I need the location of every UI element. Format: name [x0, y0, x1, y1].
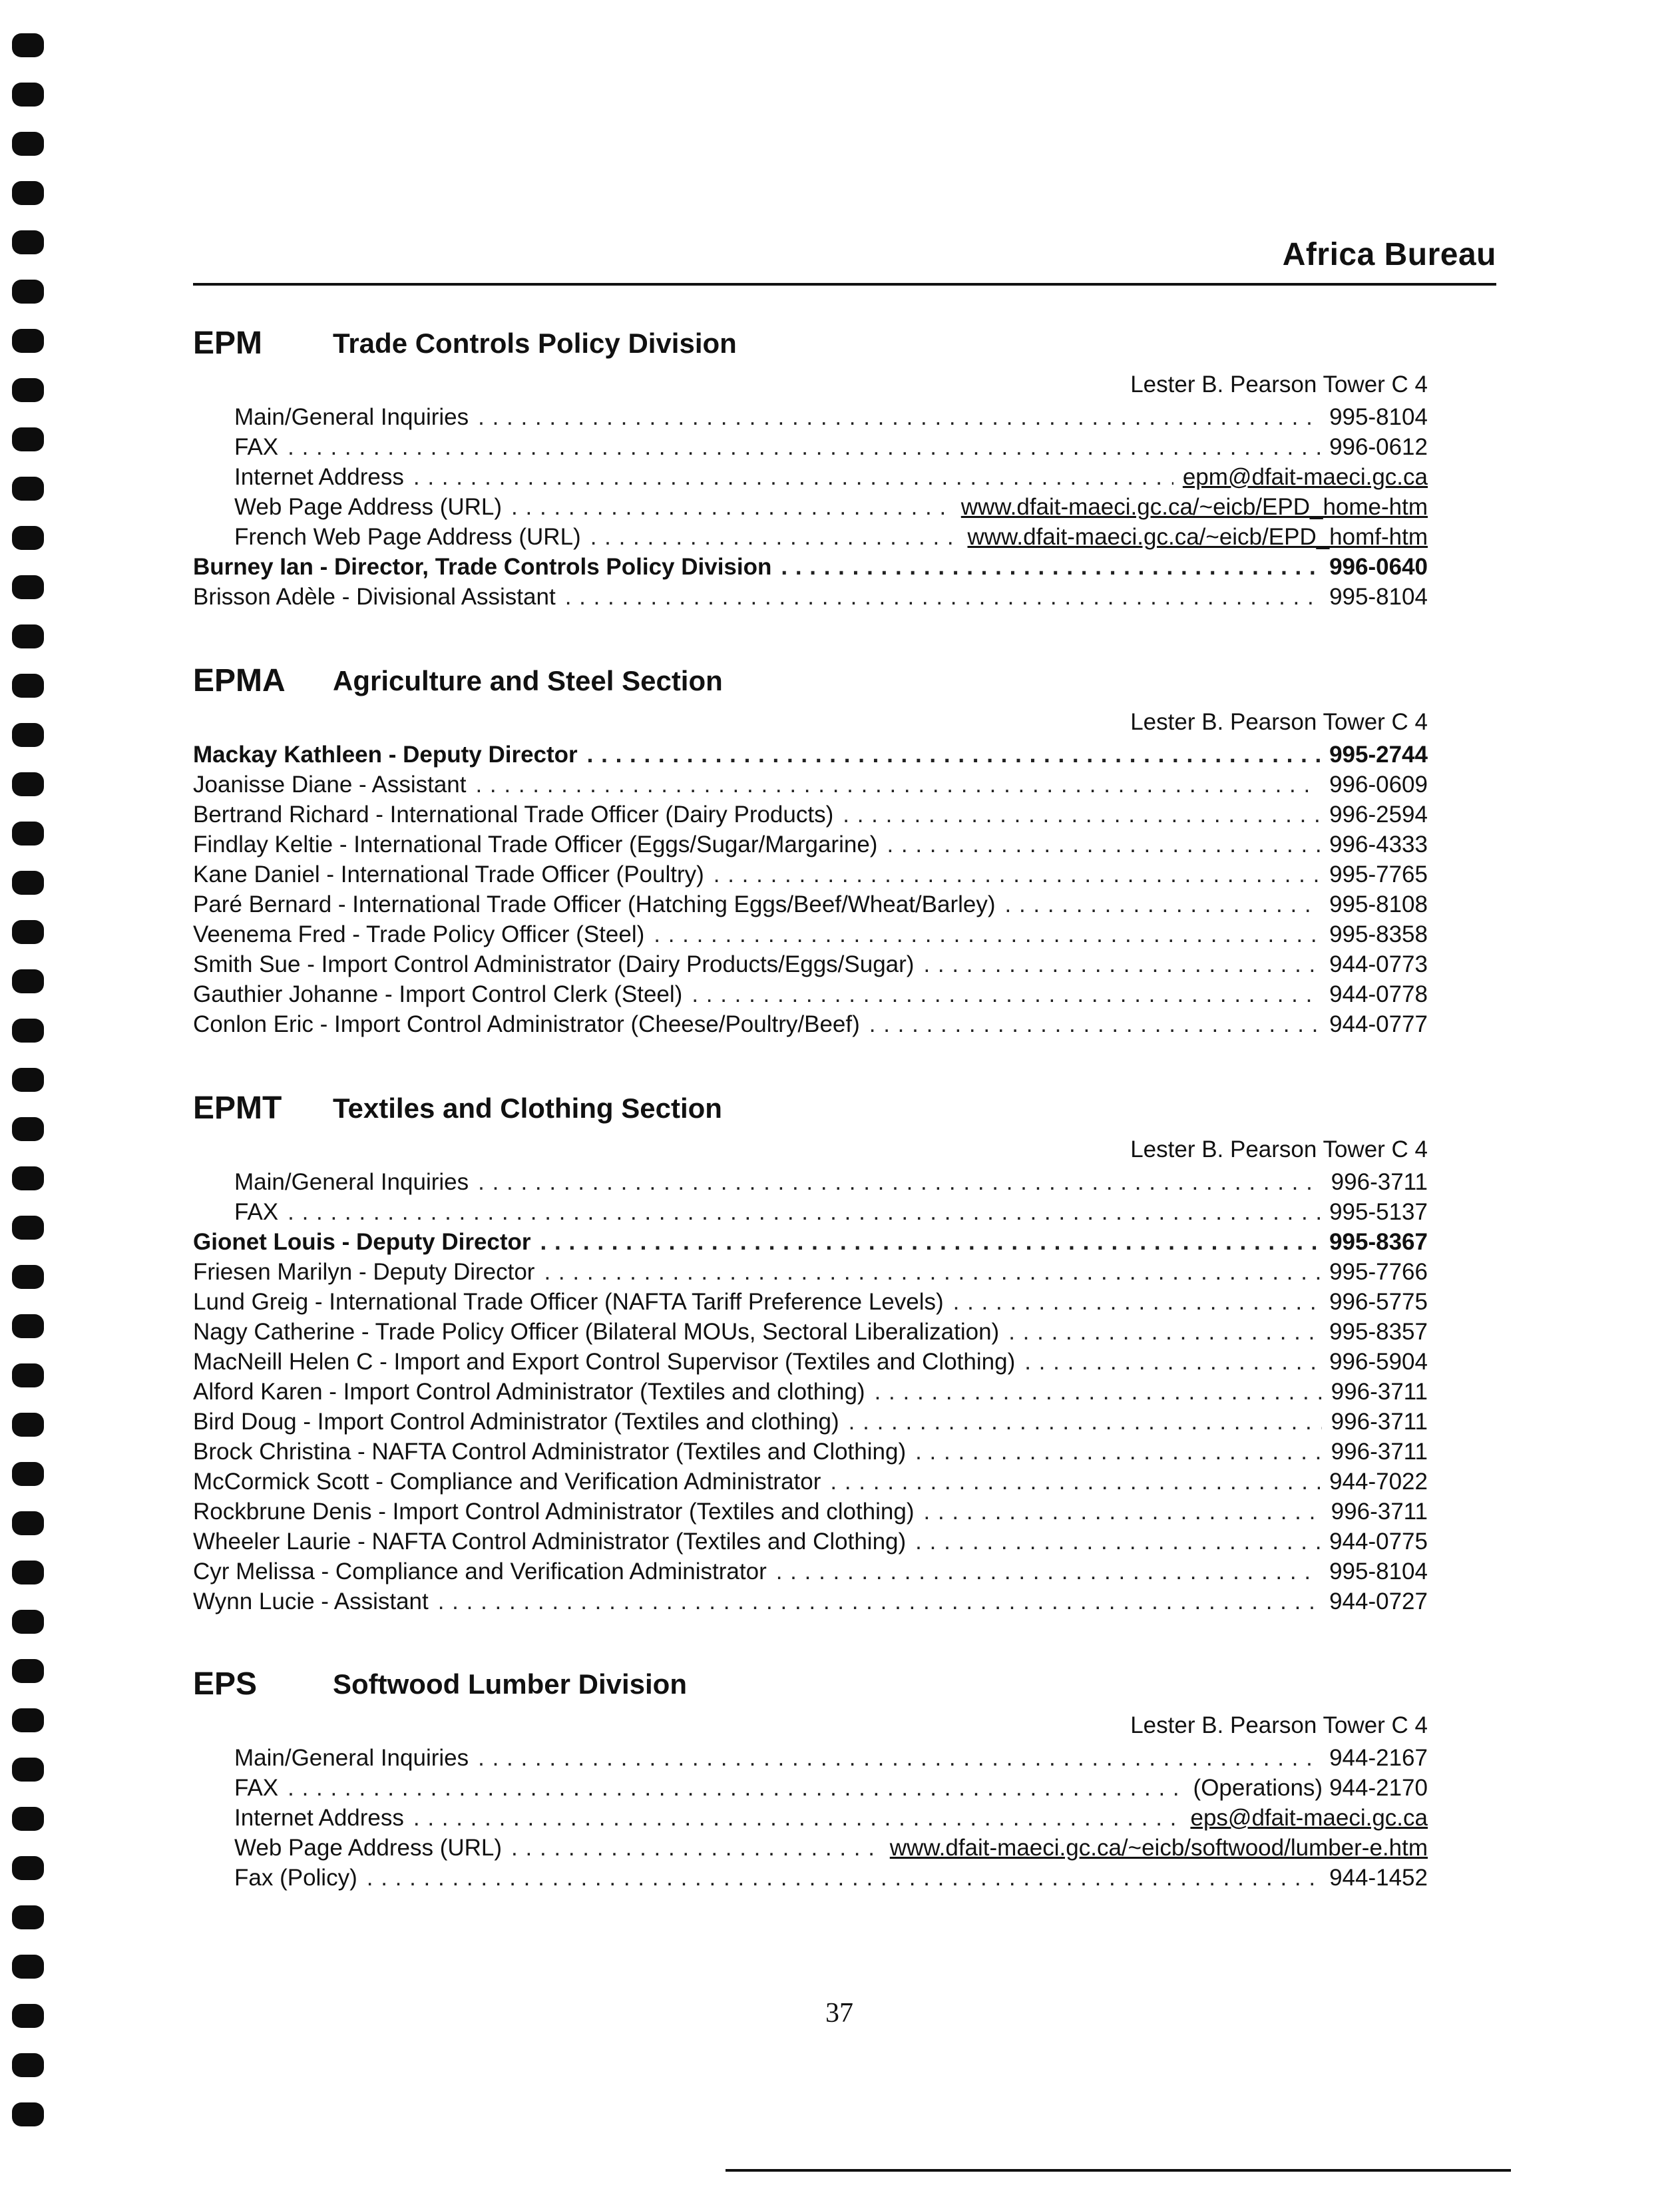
dot-leader [478, 1743, 1320, 1773]
dot-leader [511, 1833, 881, 1863]
section-code: EPMA [193, 663, 286, 698]
directory-entry [193, 1586, 1451, 1616]
directory-entry [193, 492, 1451, 522]
entry-phone: 944-2167 [1329, 1745, 1428, 1771]
entry-note: (Operations) [1193, 1775, 1323, 1801]
entry-name: Web Page Address (URL) [234, 1835, 503, 1861]
directory-entry [193, 1527, 1451, 1557]
binding-hole [12, 575, 44, 599]
dot-leader [288, 1773, 1183, 1803]
binding-hole [12, 1758, 44, 1782]
dot-leader [413, 462, 1173, 492]
entry-phone: 944-0727 [1329, 1588, 1428, 1614]
section-heading [193, 325, 1451, 371]
dot-leader [875, 1377, 1322, 1407]
entry-name: Main/General Inquiries [234, 404, 469, 430]
section-location: Lester B. Pearson Tower C 4 [1130, 709, 1428, 735]
section-name: Textiles and Clothing Section [333, 1093, 722, 1124]
entry-phone: 995-8367 [1329, 1229, 1428, 1255]
dot-leader [776, 1557, 1320, 1586]
directory-entry [193, 1167, 1451, 1197]
entry-name: Kane Daniel - International Trade Officer (Poultry) [193, 861, 704, 887]
binding-hole [12, 871, 44, 895]
page-header-title: Africa Bureau [1282, 237, 1496, 272]
binding-hole [12, 1216, 44, 1240]
entry-name: Internet Address [234, 1805, 404, 1831]
entry-name: Joanisse Diane - Assistant [193, 772, 467, 798]
binding-hole [12, 2102, 44, 2126]
directory-entry [193, 1743, 1451, 1773]
entry-name: Alford Karen - Import Control Administrator (Textiles and clothing) [193, 1379, 865, 1405]
entry-link[interactable]: www.dfait-maeci.gc.ca/~eicb/softwood/lumber-e.htm [889, 1835, 1428, 1861]
binding-hole [12, 1068, 44, 1092]
entry-phone: 995-8104 [1329, 1559, 1428, 1584]
entry-name: Rockbrune Denis - Import Control Administrator (Textiles and clothing) [193, 1499, 915, 1525]
entry-phone: 944-0773 [1329, 951, 1428, 977]
directory-entry [193, 1803, 1451, 1833]
binding-hole [12, 969, 44, 993]
entry-link[interactable]: eps@dfait-maeci.gc.ca [1190, 1805, 1428, 1831]
entry-phone: 996-3711 [1331, 1439, 1428, 1465]
binding-hole [12, 329, 44, 353]
section-heading [193, 1666, 1451, 1712]
binding-hole [12, 83, 44, 107]
directory-entry [193, 1863, 1451, 1893]
section-code: EPMT [193, 1091, 282, 1126]
directory-entry [193, 1467, 1451, 1497]
entry-name: Paré Bernard - International Trade Officer (Hatching Eggs/Beef/Wheat/Barley) [193, 891, 996, 917]
section-location: Lester B. Pearson Tower C 4 [1130, 1712, 1428, 1738]
directory-entry [193, 889, 1451, 919]
dot-leader [714, 859, 1320, 889]
entry-phone: 944-0778 [1329, 981, 1428, 1007]
entry-name: Mackay Kathleen - Deputy Director [193, 742, 578, 768]
entry-phone: 996-3711 [1331, 1379, 1428, 1405]
entry-phone: 995-8108 [1329, 891, 1428, 917]
dot-leader [511, 492, 952, 522]
entry-name: Gauthier Johanne - Import Control Clerk (Steel) [193, 981, 683, 1007]
entry-phone: 996-3711 [1331, 1409, 1428, 1435]
binding-hole [12, 1708, 44, 1732]
dot-leader [953, 1287, 1320, 1317]
directory-entry [193, 1833, 1451, 1863]
entry-link[interactable]: www.dfait-maeci.gc.ca/~eicb/EPD_homf-htm [967, 524, 1428, 550]
dot-leader [924, 1497, 1322, 1527]
dot-leader [478, 1167, 1322, 1197]
bottom-rule [726, 2169, 1511, 2172]
directory-entry [193, 740, 1451, 770]
binding-hole [12, 526, 44, 550]
dot-leader [544, 1257, 1320, 1287]
dot-leader [869, 1009, 1320, 1039]
entry-name: FAX [234, 434, 279, 460]
entry-name: Friesen Marilyn - Deputy Director [193, 1259, 535, 1285]
entry-name: Fax (Policy) [234, 1865, 357, 1891]
entry-name: Main/General Inquiries [234, 1169, 469, 1195]
dot-leader [1005, 889, 1321, 919]
binding-hole [12, 2053, 44, 2077]
dot-leader [438, 1586, 1320, 1616]
binding-hole [12, 427, 44, 451]
section-epma [193, 662, 1451, 1039]
entry-phone: 996-5904 [1329, 1349, 1428, 1375]
dot-leader [887, 830, 1320, 859]
binding-hole [12, 1561, 44, 1584]
entry-name: FAX [234, 1775, 279, 1801]
directory-entry [193, 979, 1451, 1009]
binding-hole [12, 2004, 44, 2028]
section-name: Softwood Lumber Division [333, 1668, 687, 1700]
binding-hole [12, 772, 44, 796]
entry-phone: 995-8104 [1329, 404, 1428, 430]
dot-leader [413, 1803, 1181, 1833]
directory-entry [193, 1009, 1451, 1039]
entry-name: FAX [234, 1199, 279, 1225]
binding-hole [12, 1314, 44, 1338]
binding-hole [12, 1265, 44, 1289]
entry-phone: 995-2744 [1329, 742, 1428, 768]
binding-hole [12, 280, 44, 304]
dot-leader [923, 949, 1320, 979]
dot-leader [565, 582, 1320, 612]
dot-leader [587, 740, 1320, 770]
entry-name: MacNeill Helen C - Import and Export Control Supervisor (Textiles and Clothing) [193, 1349, 1016, 1375]
dot-leader [288, 1197, 1320, 1227]
entry-name: Bird Doug - Import Control Administrator (Textiles and clothing) [193, 1409, 839, 1435]
binding-hole [12, 1659, 44, 1683]
entry-name: Internet Address [234, 464, 404, 490]
directory-entry [193, 1257, 1451, 1287]
binding-hole [12, 1856, 44, 1880]
dot-leader [849, 1407, 1322, 1437]
entry-phone: 995-5137 [1329, 1199, 1428, 1225]
binding-hole [12, 230, 44, 254]
binding-hole [12, 477, 44, 501]
entry-phone: 996-5775 [1329, 1289, 1428, 1315]
directory-entry [193, 432, 1451, 462]
entry-phone: 996-2594 [1329, 802, 1428, 828]
binding-holes [12, 33, 45, 2150]
entry-phone: 944-1452 [1329, 1865, 1428, 1891]
dot-leader [288, 432, 1320, 462]
binding-hole [12, 1807, 44, 1831]
directory-entry [193, 1227, 1451, 1257]
entry-name: Veenema Fred - Trade Policy Officer (Steel) [193, 921, 645, 947]
entry-name: Lund Greig - International Trade Officer (NAFTA Tariff Preference Levels) [193, 1289, 944, 1315]
entry-phone: 995-8104 [1329, 584, 1428, 610]
entry-link[interactable]: epm@dfait-maeci.gc.ca [1182, 464, 1428, 490]
entry-phone: 995-8357 [1329, 1319, 1428, 1345]
entry-name: Cyr Melissa - Compliance and Verification Administrator [193, 1559, 767, 1584]
header-rule [193, 283, 1496, 286]
entry-name: Burney Ian - Director, Trade Controls Policy Division [193, 554, 772, 580]
binding-hole [12, 1462, 44, 1486]
section-epmt [193, 1090, 1451, 1616]
entry-phone: 996-3711 [1331, 1169, 1428, 1195]
dot-leader [781, 552, 1320, 582]
binding-hole [12, 1905, 44, 1929]
section-eps [193, 1666, 1451, 1893]
binding-hole [12, 132, 44, 156]
entry-phone: 996-3711 [1331, 1499, 1428, 1525]
dot-leader [654, 919, 1320, 949]
directory-entry [193, 582, 1451, 612]
directory-entry [193, 1407, 1451, 1437]
directory-entry [193, 1317, 1451, 1347]
dot-leader [367, 1863, 1320, 1893]
entry-name: Conlon Eric - Import Control Administrator (Cheese/Poultry/Beef) [193, 1011, 860, 1037]
directory-entry [193, 1197, 1451, 1227]
binding-hole [12, 1955, 44, 1979]
directory-entry [193, 462, 1451, 492]
entry-link[interactable]: www.dfait-maeci.gc.ca/~eicb/EPD_home-htm [960, 494, 1428, 520]
section-name: Agriculture and Steel Section [333, 665, 723, 696]
entry-list [193, 1743, 1451, 1893]
entry-phone: 996-4333 [1329, 832, 1428, 857]
entry-phone: 995-7766 [1329, 1259, 1428, 1285]
dot-leader [540, 1227, 1321, 1257]
page-number: 37 [825, 1998, 853, 2029]
section-epm [193, 325, 1451, 612]
entry-list [193, 740, 1451, 1039]
dot-leader [478, 402, 1320, 432]
directory-entry [193, 1557, 1451, 1586]
binding-hole [12, 1413, 44, 1437]
entry-name: McCormick Scott - Compliance and Verification Administrator [193, 1469, 821, 1495]
binding-hole [12, 723, 44, 747]
binding-hole [12, 378, 44, 402]
entry-name: Bertrand Richard - International Trade Officer (Dairy Products) [193, 802, 834, 828]
entry-phone: 996-0609 [1329, 772, 1428, 798]
dot-leader [1008, 1317, 1320, 1347]
directory-entry [193, 1347, 1451, 1377]
dot-leader [692, 979, 1320, 1009]
entry-name: Findlay Keltie - International Trade Officer (Eggs/Sugar/Margarine) [193, 832, 878, 857]
binding-hole [12, 1363, 44, 1387]
section-code: EPS [193, 1666, 258, 1702]
entry-phone: 944-0775 [1329, 1529, 1428, 1555]
directory-entry [193, 1287, 1451, 1317]
binding-hole [12, 624, 44, 648]
entry-name: Wynn Lucie - Assistant [193, 1588, 429, 1614]
directory-entry [193, 800, 1451, 830]
entry-name: French Web Page Address (URL) [234, 524, 581, 550]
binding-hole [12, 674, 44, 698]
entry-name: Nagy Catherine - Trade Policy Officer (Bilateral MOUs, Sectoral Liberalization) [193, 1319, 1000, 1345]
dot-leader [475, 770, 1320, 800]
binding-hole [12, 181, 44, 205]
directory-entry [193, 919, 1451, 949]
directory-entry [193, 949, 1451, 979]
directory-entry [193, 859, 1451, 889]
binding-hole [12, 33, 44, 57]
directory-entry [193, 830, 1451, 859]
entry-name: Brock Christina - NAFTA Control Administrator (Textiles and Clothing) [193, 1439, 907, 1465]
entry-name: Gionet Louis - Deputy Director [193, 1229, 531, 1255]
entry-name: Wheeler Laurie - NAFTA Control Administrator (Textiles and Clothing) [193, 1529, 907, 1555]
binding-hole [12, 1166, 44, 1190]
dot-leader [830, 1467, 1320, 1497]
entry-phone: 944-0777 [1329, 1011, 1428, 1037]
section-location: Lester B. Pearson Tower C 4 [1130, 371, 1428, 397]
entry-phone: 995-7765 [1329, 861, 1428, 887]
directory-entry [193, 1377, 1451, 1407]
entry-name: Brisson Adèle - Divisional Assistant [193, 584, 556, 610]
binding-hole [12, 1511, 44, 1535]
entry-phone: 944-7022 [1329, 1469, 1428, 1495]
entry-name: Smith Sue - Import Control Administrator (Dairy Products/Eggs/Sugar) [193, 951, 915, 977]
entry-phone: 944-2170 [1329, 1775, 1428, 1801]
binding-hole [12, 920, 44, 944]
directory-entry [193, 1773, 1451, 1803]
entry-list [193, 402, 1451, 612]
binding-hole [12, 1610, 44, 1634]
section-name: Trade Controls Policy Division [333, 328, 737, 359]
section-location: Lester B. Pearson Tower C 4 [1130, 1136, 1428, 1162]
dot-leader [1024, 1347, 1320, 1377]
dot-leader [915, 1527, 1320, 1557]
section-code: EPM [193, 326, 263, 361]
directory-entry [193, 770, 1451, 800]
entry-list [193, 1167, 1451, 1616]
section-heading [193, 662, 1451, 709]
section-heading [193, 1090, 1451, 1136]
dot-leader [590, 522, 958, 552]
entry-name: Main/General Inquiries [234, 1745, 469, 1771]
directory-entry [193, 552, 1451, 582]
entry-phone: 996-0640 [1329, 554, 1428, 580]
binding-hole [12, 1117, 44, 1141]
binding-hole [12, 1019, 44, 1043]
entry-phone: 995-8358 [1329, 921, 1428, 947]
dot-leader [915, 1437, 1322, 1467]
dot-leader [843, 800, 1320, 830]
binding-hole [12, 822, 44, 846]
directory-entry [193, 522, 1451, 552]
entry-phone: 996-0612 [1329, 434, 1428, 460]
directory-entry [193, 1497, 1451, 1527]
directory-entry [193, 1437, 1451, 1467]
directory-entry [193, 402, 1451, 432]
entry-name: Web Page Address (URL) [234, 494, 503, 520]
